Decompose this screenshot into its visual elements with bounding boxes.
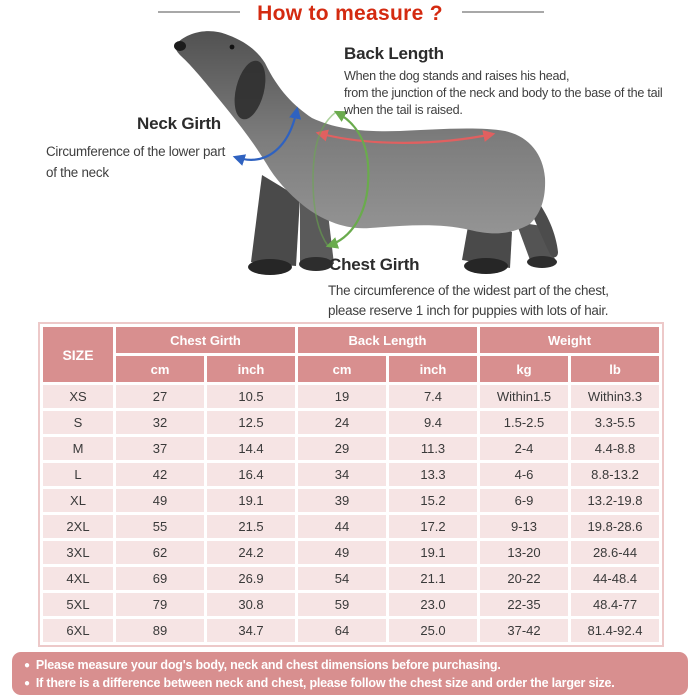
chest-girth-line: The circumference of the widest part of the chest, [328,283,609,298]
value-cell: 30.8 [207,593,295,616]
table-row [43,593,659,616]
unit-header-cm: cm [298,356,386,382]
value-cell: 34 [298,463,386,486]
unit-header-cm: cm [116,356,204,382]
value-cell: 19.8-28.6 [571,515,659,538]
note-text: Please measure your dog's body, neck and chest dimensions before purchasing. [35,658,501,672]
value-cell: 19.1 [389,541,477,564]
value-cell: 10.5 [207,385,295,408]
neck-girth-description [46,141,225,183]
back-length-line: when the tail is raised. [344,103,463,117]
dog-eye [230,45,235,50]
value-cell: 19.1 [207,489,295,512]
note-line [24,657,676,675]
size-cell: XS [43,385,113,408]
table-row [43,567,659,590]
unit-header-inch: inch [207,356,295,382]
value-cell: 17.2 [389,515,477,538]
back-length-line: When the dog stands and raises his head, [344,69,570,83]
value-cell: Within1.5 [480,385,568,408]
size-cell: M [43,437,113,460]
value-cell: 19 [298,385,386,408]
unit-header-lb: lb [571,356,659,382]
size-cell: 5XL [43,593,113,616]
size-table-body [43,385,659,642]
back-length-section [344,44,662,119]
value-cell: Within3.3 [571,385,659,408]
size-cell: XL [43,489,113,512]
unit-header-inch: inch [389,356,477,382]
chest-girth-heading: Chest Girth [329,255,420,274]
dog-nose [174,41,186,51]
value-cell: 24 [298,411,386,434]
value-cell: 12.5 [207,411,295,434]
back-length-line: from the junction of the neck and body to the base of the tail [344,86,663,100]
value-cell: 15.2 [389,489,477,512]
value-cell: 64 [298,619,386,642]
value-cell: 4.4-8.8 [571,437,659,460]
table-row [43,437,659,460]
value-cell: 54 [298,567,386,590]
weight-group-header: Weight [480,327,659,353]
bullet-icon: ● [24,660,30,671]
unit-header-row [43,356,659,382]
note-line [24,675,676,693]
value-cell: 49 [298,541,386,564]
neck-girth-heading: Neck Girth [137,114,221,133]
value-cell: 55 [116,515,204,538]
value-cell: 32 [116,411,204,434]
value-cell: 6-9 [480,489,568,512]
value-cell: 62 [116,541,204,564]
value-cell: 9.4 [389,411,477,434]
chest-girth-line: please reserve 1 inch for puppies with lots of hair. [328,303,609,318]
size-table [38,322,664,647]
value-cell: 49 [116,489,204,512]
table-row [43,541,659,564]
back-length-group-header: Back Length [298,327,477,353]
value-cell: 48.4-77 [571,593,659,616]
table-row [43,619,659,642]
value-cell: 13.3 [389,463,477,486]
chest-girth-group-header: Chest Girth [116,327,295,353]
size-cell: L [43,463,113,486]
value-cell: 26.9 [207,567,295,590]
size-column-header: SIZE [43,327,113,382]
neck-girth-line: of the neck [46,165,109,180]
table-row [43,463,659,486]
neck-girth-line: Circumference of the lower part [46,144,226,159]
value-cell: 1.5-2.5 [480,411,568,434]
value-cell: 69 [116,567,204,590]
size-cell: 2XL [43,515,113,538]
value-cell: 24.2 [207,541,295,564]
value-cell: 81.4-92.4 [571,619,659,642]
size-cell: 3XL [43,541,113,564]
value-cell: 21.1 [389,567,477,590]
value-cell: 34.7 [207,619,295,642]
value-cell: 23.0 [389,593,477,616]
chest-girth-description [328,281,609,321]
value-cell: 9-13 [480,515,568,538]
back-length-heading: Back Length [344,44,444,63]
value-cell: 11.3 [389,437,477,460]
value-cell: 13.2-19.8 [571,489,659,512]
table-row [43,489,659,512]
value-cell: 59 [298,593,386,616]
value-cell: 44-48.4 [571,567,659,590]
value-cell: 89 [116,619,204,642]
value-cell: 14.4 [207,437,295,460]
value-cell: 7.4 [389,385,477,408]
value-cell: 22-35 [480,593,568,616]
value-cell: 28.6-44 [571,541,659,564]
value-cell: 37-42 [480,619,568,642]
value-cell: 20-22 [480,567,568,590]
value-cell: 3.3-5.5 [571,411,659,434]
value-cell: 29 [298,437,386,460]
size-cell: S [43,411,113,434]
value-cell: 16.4 [207,463,295,486]
group-header-row [43,327,659,353]
value-cell: 4-6 [480,463,568,486]
notes-banner [12,652,688,695]
value-cell: 44 [298,515,386,538]
value-cell: 21.5 [207,515,295,538]
note-text: If there is a difference between neck and chest, please follow the chest size and order the larger size. [35,676,615,690]
table-row [43,411,659,434]
value-cell: 27 [116,385,204,408]
value-cell: 8.8-13.2 [571,463,659,486]
size-cell: 4XL [43,567,113,590]
value-cell: 37 [116,437,204,460]
unit-header-kg: kg [480,356,568,382]
bullet-icon: ● [24,678,30,689]
value-cell: 25.0 [389,619,477,642]
table-row [43,385,659,408]
table-row [43,515,659,538]
page-title: How to measure ? [257,2,443,25]
value-cell: 2-4 [480,437,568,460]
value-cell: 42 [116,463,204,486]
size-table-header [43,327,659,382]
value-cell: 13-20 [480,541,568,564]
size-cell: 6XL [43,619,113,642]
value-cell: 79 [116,593,204,616]
value-cell: 39 [298,489,386,512]
